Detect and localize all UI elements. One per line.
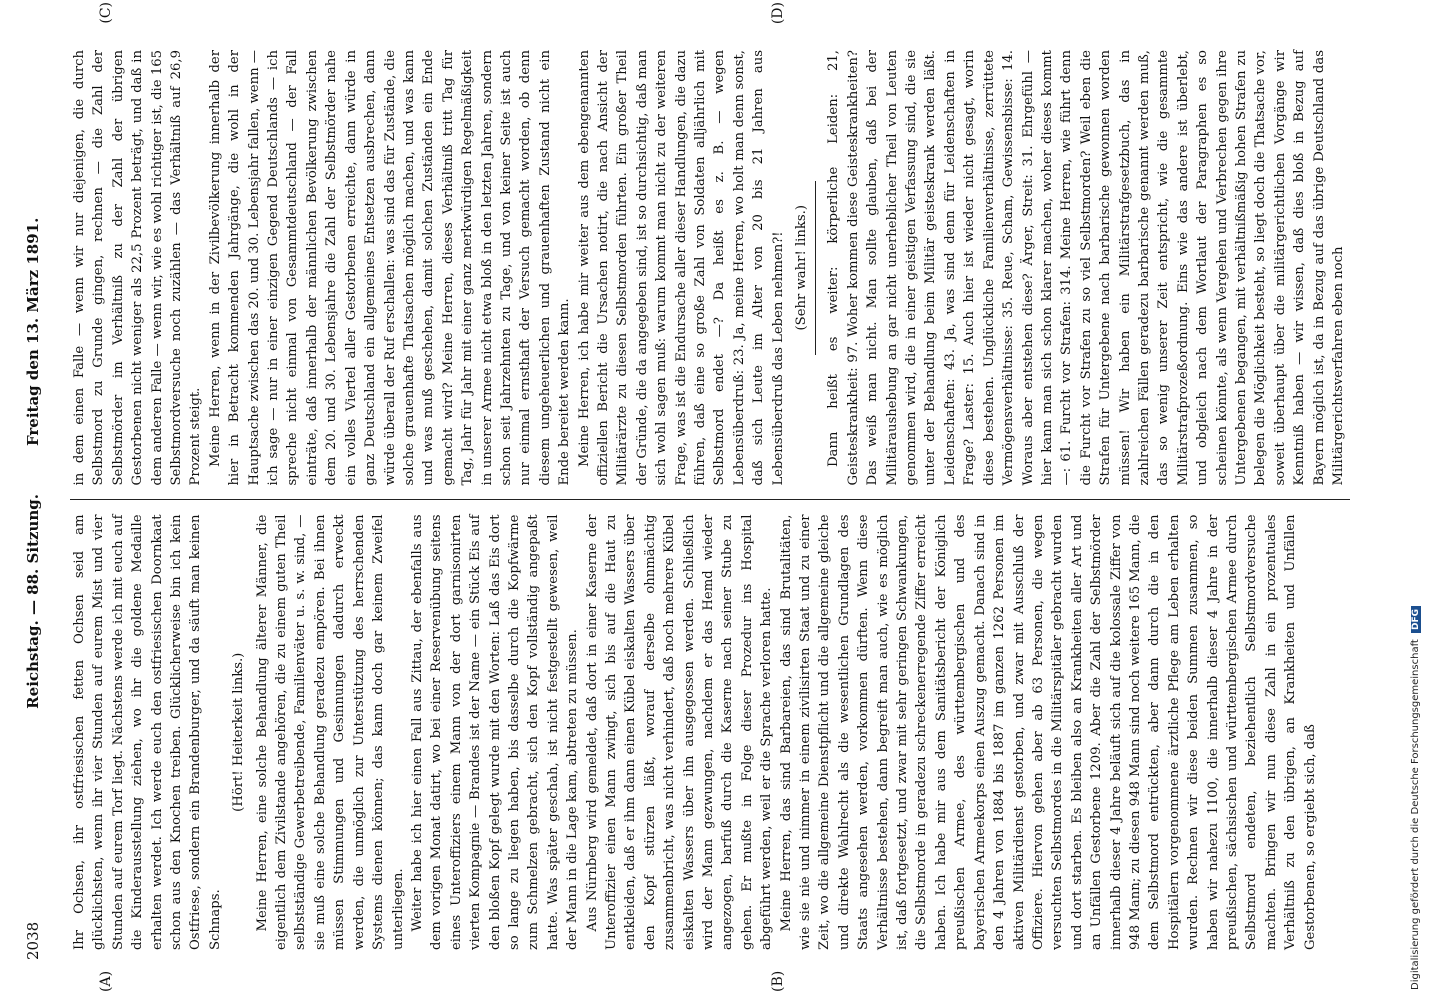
paragraph: in dem einen Falle — wenn wir nur diejenigen, die durch Selbstmord zu Grunde gingen, rechnen — die Zahl der Selbstmörder im Verhältniß zu der Zahl der übrigen Gestorbenen nicht weniger als 22,5 Prozent beträgt, und daß in dem anderen Falle — wenn wir, wie es wohl richtiger ist, die 165 Selbstmordversuche noch zuzählen — das Verhältniß auf 26,9 Prozent steigt. — [72, 50, 204, 486]
paragraph: Meine Herren, wenn in der Zivilbevölkerung innerhalb der hier in Betracht kommenden Jahrgänge, die wohl in der Hauptsache zwischen das 20. und 30. Lebensjahr fallen, wenn — ich sage — nur in einer einzigen Gegend Deutschlands — ich spreche nicht einmal von Gesammtdeutschland — der Fall einträte, daß innerhalb der männlichen Bevölkerung zwischen dem 20. und 30. Lebensjahre die Zahl der Selbstmörder nahe ein volles Viertel aller Gestorbenen erreichte, dann würde in ganz Deutschland ein allgemeines Entsetzen ausbrechen, dann würde überall der Ruf erschallen: was sind das für Zustände, die solche grauenhafte Thatsachen möglich machen, und was kann und was muß geschehen, damit solchen Zuständen ein Ende gemacht wird? Meine Herren, dieses Verhältniß tritt Tag für Tag, Jahr für Jahr mit einer ganz merkwürdigen Regelmäßigkeit in unserer Armee nicht etwa bloß in den letzten Jahren, sondern schon seit Jahrzehnten zu Tage, und von keiner Seite ist auch nur einmal ernsthaft der Versuch gemacht worden, ob denn diesem ungeheuerlichen und grauenhaften Zustand nicht ein Ende bereitet werden kann. — [207, 50, 573, 486]
interjection: (Sehr wahr! links.) — [794, 205, 810, 331]
margin-marker-d: (D) — [770, 2, 786, 25]
page-header — [24, 40, 58, 960]
paragraph: Meine Herren, ich habe mir weiter aus dem ebengenannten offiziellen Bericht die Ursachen notirt, die nach Ansicht der Militärärzte zu diesen Selbstmorden führten. Ein großer Theil der Gründe, die da angegeben sind, ist so durchsichtig, daß man sich wohl sagen muß: warum kommt man nicht zu der weiteren Frage, was ist die Endursache aller dieser Handlungen, die dazu führen, daß eine so große Zahl von Soldaten alljährlich mit Selbstmord endet —? Da heißt es z. B. — wegen Lebensüberdruß: 23. Ja, meine Herren, wo holt man denn sonst, daß sich Leute im Alter von 20 bis 21 Jahren aus Lebensüberdruß das Leben nehmen?! — [576, 50, 786, 486]
credit-text: Digitalisierung gefördert durch die Deutsche Forschungsgemeinschaft — [1410, 639, 1421, 990]
page-number: 2038 — [24, 921, 42, 960]
paragraph: Meine Herren, eine solche Behandlung älterer Männer, die eigentlich dem Zivilstande angehören, die zu einem guten Theil selbstständige Gewerbetreibende, Familienväter u. s. w. sind, — sie muß eine solche Behandlung geradezu empören. Bei ihnen müssen Stimmungen und Gesinnungen dadurch erweckt werden, die unmöglich zur Unterstützung des herrschenden Systems dienen können; das kann doch gar keinem Zweifel unterliegen. — [254, 514, 406, 950]
section-rule — [815, 181, 816, 355]
column-divider — [70, 500, 1350, 501]
paragraph: Ihr Ochsen, ihr ostfriesischen fetten Ochsen seid am glücklichsten, wenn ihr vier Stunden auf eurem Mist und vier Stunden auf eurem Torf liegt. Nächstens werde ich mit euch auf die Kinderausstellung ziehen, wo ihr die goldene Medaille erhalten werdet. Ich werde euch den ostfriesischen Doornkaat schon aus den Knochen treiben. Glücklicherweise bin ich kein Ostfriese, sondern ein Brandenburger, und da säuft man keinen Schnaps. — [72, 514, 223, 950]
dfg-logo: DFG — [1411, 606, 1421, 633]
margin-marker-c: (C) — [98, 2, 114, 24]
text-columns — [70, 40, 1350, 960]
digitization-credit — [1410, 606, 1421, 990]
left-column — [70, 505, 1350, 961]
margin-marker-a: (A) — [98, 970, 114, 992]
paragraph: Aus Nürnberg wird gemeldet, daß dort in einer Kaserne der Unteroffizier einen Mann zwingt, sich bis auf die Haut zu entkleiden, daß er ihm dann einen Kübel eiskalten Wassers über den Kopf stürzen läßt, worauf derselbe ohnmächtig zusammenbricht, was nicht verhindert, daß noch mehrere Kübel eiskalten Wassers über ihn ausgegossen werden. Schließlich wird der Mann gezwungen, nachdem er das Hemd wieder angezogen, barfuß durch die Kaserne nach seiner Stube zu gehen. Er mußte in Folge dieser Prozedur ins Hospital abgeführt werden, weil er die Sprache verloren hatte. — [584, 514, 775, 950]
paragraph: Meine Herren, das sind Barbareien, das sind Brutalitäten, wie sie nie und nimmer in einem zivilisirten Staat und zu einer Zeit, wo die allgemeine Dienstpflicht und die allgemeine gleiche und direkte Wahlrecht als die wesentlichen Grundlagen des Staats angesehen werden, vorkommen dürften. Wenn diese Verhältnisse bestehen, dann begreift man auch, wie es möglich ist, daß fortgesetzt, und zwar mit sehr geringen Schwankungen, die Selbstmorde in geradezu schreckenerregende Ziffer erreicht haben. Ich habe mir aus dem Sanitätsbericht der Königlich preußischen Armee, des württembergischen und des bayerischen Armeekorps einen Auszug gemacht. Danach sind in den 4 Jahren von 1884 bis 1887 im ganzen 1262 Personen im aktiven Militärdienst gestorben, und zwar mit Ausschluß der Offiziere. Hiervon gehen aber ab 63 Personen, die wegen versuchten Selbstmordes in die Militärspitäler gebracht wurden und dort starben. Es bleiben also an Krankheiten aller Art und an Unfällen Gestorbene 1209. Aber die Zahl der Selbstmörder innerhalb dieser 4 Jahre beläuft sich auf die kolossale Ziffer von 948 Mann; zu diesen 948 Mann sind noch weitere 165 Mann, die dem Selbstmord entrückten, aber dann durch die in den Hospitälern vorgenommene ärztliche Pflege am Leben erhalten wurden. Rechnen wir diese beiden Summen zusammen, so haben wir nahezu 1100, die innerhalb dieser 4 Jahre in der preußischen, sächsischen und württembergischen Armee durch Selbstmord endeten, beziehentlich Selbstmordversuche machten. Bringen wir nun diese Zahl in ein prozentuales Verhältniß zu den übrigen, an Krankheiten und Unfällen Gestorbenen, so ergiebt sich, daß — [778, 514, 1318, 950]
margin-marker-b: (B) — [770, 970, 786, 992]
interjection: (Hört! Heiterkeit links.) — [231, 652, 247, 812]
right-column — [70, 40, 1350, 496]
paragraph: Dann heißt es weiter: körperliche Leiden: 21, Geisteskrankheit: 97. Woher kommen diese Geisteskrankheiten? Das weiß man nicht. Man sollte glauben, daß bei der Militäraushebung an gar nicht unerheblicher Theil von Leuten genommen wird, die in einer geistigen Verfassung sind, die sie unter der Behandlung beim Militär geisteskrank werden läßt. Leidenschaften: 43. Ja, was sind denn für Leidenschaften in Frage? Laster: 15. Auch hier ist wieder nicht gesagt, worin diese bestehen. Unglückliche Familienverhältnisse, zerrüttete Vermögensverhältnisse: 35. Reue, Scham, Gewissensbisse: 14. Woraus aber entstehen diese? Ärger, Streit: 31. Ehrgefühl — hier kann man sich schon klarer machen, woher dieses kommt —: 61. Furcht vor Strafen: 314. Meine Herren, wie führt denn die Furcht vor Strafen zu so viel Selbstmorden? Weil eben die Strafen für Untergebene nach barbarische gewonnen worden müssen! Wir haben ein Militärstrafgesetzbuch, das in zahlreichen Fällen geradezu barbarische genannt werden muß, das so wenig unserer Zeit entspricht, wie die gesammte Militärstrafprozeßordnung. Eins wie das andere ist überlebt, und obgleich nach dem Wortlaut der Paragraphen es so scheinen könnte, als wenn Vergehen und Verbrechen gegen ihre Untergebenen begangen, mit verhältnißmäßig hohen Strafen zu belegen die Möglichkeit besteht, so liegt doch die Thatsache vor, soweit überhaupt über die militärgerichtlichen Vorgänge wir Kenntniß haben — wir wissen, daß dies bloß in Bezug auf Bayern möglich ist, da in Bezug auf das übrige Deutschland das Militärgerichtsverfahren eben noch — [826, 50, 1346, 486]
rotated-page — [10, 0, 1370, 1000]
header-right-title: Freitag den 13. März 1891. — [24, 217, 42, 446]
header-left-title: Reichstag. — 88. Sitzung. — [24, 494, 42, 709]
paragraph: Weiter habe ich hier einen Fall aus Zittau, der ebenfalls aus dem vorigen Monat datirt, wo bei einer Reservenübung seitens eines Unteroffiziers einem Mann von der dort garnisonirten vierten Kompagnie — Brandes ist der Name — ein Stück Eis auf den bloßen Kopf gelegt wurde mit den Worten: Laß das Eis dort so lange zu liegen haben, bis dasselbe durch die Kopfwärme zum Schmelzen gebracht, sich den Kopf vollständig angepaßt hatte. Was später geschah, ist nicht festgestellt gewesen, weil der Mann in die Lage kam, abtreten zu müssen. — [409, 514, 581, 950]
